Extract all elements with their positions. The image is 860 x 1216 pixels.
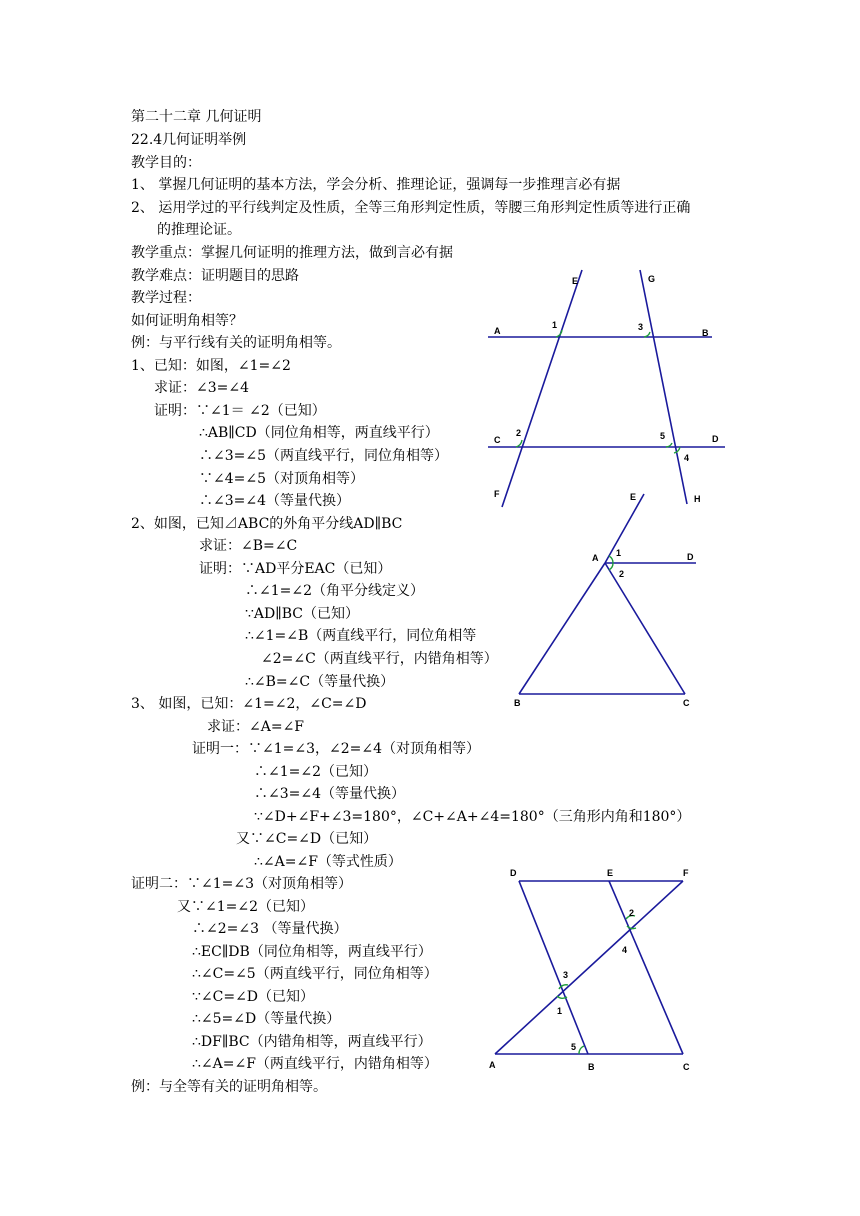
label-c: C	[683, 1062, 690, 1072]
proof2-step-4: ∴EC∥DB（同位角相等，两直线平行）	[192, 944, 432, 960]
problem2-given: 2、如图，已知⊿ABC的外角平分线AD∥BC	[131, 516, 403, 532]
label-angle-3: 3	[638, 322, 644, 332]
label-a: A	[592, 553, 599, 563]
problem1-prove: 求证：∠3=∠4	[154, 380, 250, 396]
label-c: C	[683, 698, 690, 708]
line-ec	[609, 881, 683, 1054]
proof1-step-4: ∵∠D+∠F+∠3=180°，∠C+∠A+∠4=180°（三角形内角和180°）	[254, 809, 691, 825]
problem2-step-1: 证明：∵AD平分EAC（已知）	[199, 561, 392, 577]
figure-1-parallel-lines	[480, 262, 730, 512]
label-a: A	[489, 1060, 496, 1070]
problem2-prove: 求证：∠B=∠C	[199, 538, 298, 554]
label-angle-5: 5	[660, 431, 666, 441]
line-af	[495, 881, 683, 1054]
proof1-step-1: 证明一：∵∠1=∠3，∠2=∠4（对顶角相等）	[192, 741, 481, 757]
proof1-step-3: ∴∠3=∠4（等量代换）	[254, 786, 406, 802]
side-ab	[519, 563, 605, 694]
chapter-title: 第二十二章 几何证明	[131, 109, 262, 125]
label-b: B	[702, 328, 709, 338]
problem1-step-5: ∴∠3=∠4（等量代换）	[199, 493, 351, 509]
example-parallel: 例：与平行线有关的证明角相等。	[131, 335, 341, 351]
proof2-step-1: 证明二：∵∠1=∠3（对顶角相等）	[131, 876, 353, 892]
line-ae	[605, 494, 644, 563]
key-point: 教学重点：掌握几何证明的推理方法，做到言必有据	[131, 245, 453, 261]
line-db	[519, 881, 588, 1054]
label-g: G	[648, 274, 656, 284]
label-angle-1: 1	[552, 320, 558, 330]
figure-3-quadrilateral	[483, 864, 708, 1079]
proof1-step-6: ∴∠A=∠F（等式性质）	[254, 854, 402, 870]
line-gh	[640, 270, 690, 504]
section-title: 22.4几何证明举例	[131, 132, 247, 148]
purpose-item-1: 1、 掌握几何证明的基本方法，学会分析、推理论证，强调每一步推理言必有据	[131, 177, 621, 193]
purpose-label: 教学目的：	[131, 155, 201, 171]
problem2-step-2: ∴∠1=∠2（角平分线定义）	[245, 583, 425, 599]
label-f: F	[494, 489, 500, 499]
label-e: E	[630, 492, 637, 502]
label-angle-4: 4	[684, 453, 690, 463]
difficulty: 教学难点：证明题目的思路	[131, 268, 299, 284]
label-f: F	[683, 868, 689, 878]
proof2-step-7: ∴∠5=∠D（等量代换）	[192, 1011, 341, 1027]
label-b: B	[514, 698, 521, 708]
label-angle-2: 2	[629, 908, 635, 918]
angle-4-mark	[674, 447, 680, 453]
angle-mark-1	[609, 556, 613, 563]
problem1-step-4: ∵∠4=∠5（对顶角相等）	[199, 471, 365, 487]
angle-mark-5	[579, 1046, 584, 1054]
label-angle-5: 5	[571, 1042, 577, 1052]
label-d: D	[687, 552, 694, 562]
side-ac	[605, 563, 685, 694]
proof2-step-5: ∴∠C=∠5（两直线平行，同位角相等）	[192, 966, 438, 982]
question: 如何证明角相等？	[131, 313, 243, 329]
process-label: 教学过程：	[131, 290, 201, 306]
label-a: A	[494, 326, 501, 336]
label-h: H	[694, 494, 701, 504]
label-e: E	[607, 868, 614, 878]
problem1-given: 1、已知：如图，∠1=∠2	[131, 358, 291, 374]
problem3-prove: 求证：∠A=∠F	[207, 719, 305, 735]
problem2-step-5: ∠2=∠C（两直线平行，内错角相等）	[261, 651, 498, 667]
problem1-step-2: ∴AB∥CD（同位角相等，两直线平行）	[199, 425, 439, 441]
problem3-given: 3、 如图，已知：∠1=∠2，∠C=∠D	[131, 696, 367, 712]
angle-2-mark	[516, 440, 522, 447]
proof1-step-5: 又∵∠C=∠D（已知）	[236, 831, 378, 847]
proof2-step-3: ∴∠2=∠3 （等量代换）	[192, 921, 348, 937]
label-angle-4: 4	[622, 945, 628, 955]
angle-mark-2	[609, 563, 613, 570]
purpose-item-2-cont: 的推理论证。	[157, 222, 241, 238]
label-d: D	[510, 868, 517, 878]
label-d: D	[712, 434, 719, 444]
label-e: E	[572, 276, 579, 286]
problem2-step-6: ∴∠B=∠C（等量代换）	[245, 674, 395, 690]
purpose-item-2: 2、 运用学过的平行线判定及性质，全等三角形判定性质，等腰三角形判定性质等进行正确	[131, 200, 691, 216]
proof2-step-2: 又∵∠1=∠2（已知）	[177, 899, 315, 915]
figure-2-triangle	[508, 488, 708, 713]
proof2-step-9: ∴∠A=∠F（两直线平行，内错角相等）	[192, 1056, 438, 1072]
label-b: B	[588, 1062, 595, 1072]
example-congruent: 例：与全等有关的证明角相等。	[131, 1079, 327, 1095]
line-ef	[502, 270, 582, 507]
proof1-step-2: ∴∠1=∠2（已知）	[254, 764, 378, 780]
problem2-step-4: ∴∠1=∠B（两直线平行，同位角相等	[245, 628, 477, 644]
label-angle-2: 2	[619, 569, 625, 579]
problem1-step-1: 证明：∵∠1＝ ∠2（已知）	[154, 403, 326, 419]
label-angle-1: 1	[616, 548, 622, 558]
problem2-step-3: ∵AD∥BC（已知）	[245, 606, 359, 622]
label-angle-3: 3	[563, 970, 569, 980]
problem1-step-3: ∴∠3=∠5（两直线平行，同位角相等）	[199, 448, 449, 464]
proof2-step-6: ∵∠C=∠D（已知）	[192, 989, 315, 1005]
label-angle-2: 2	[516, 428, 522, 438]
proof2-step-8: ∴DF∥BC（内错角相等，两直线平行）	[192, 1034, 432, 1050]
label-angle-1: 1	[557, 1006, 563, 1016]
label-c: C	[494, 435, 501, 445]
